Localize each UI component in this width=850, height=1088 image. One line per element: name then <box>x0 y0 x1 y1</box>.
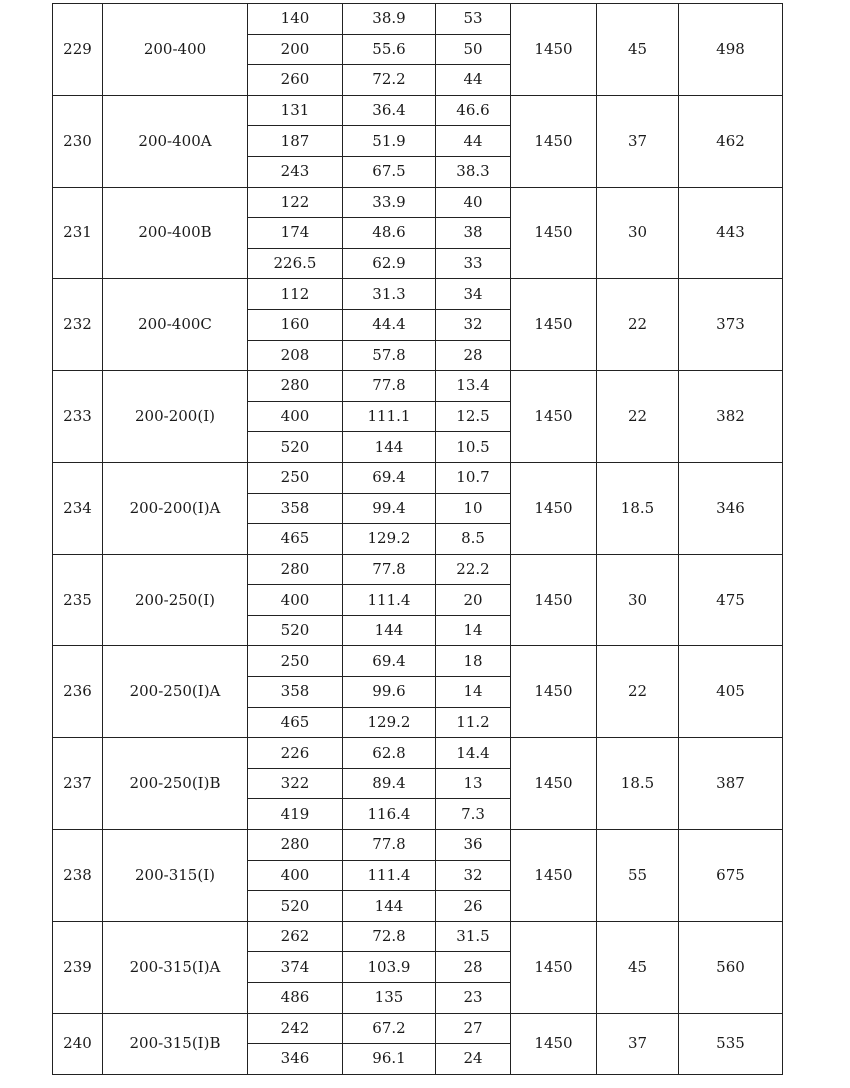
flow-ls-cell: 96.1 <box>343 1044 436 1075</box>
head-cell: 38.3 <box>436 156 511 187</box>
power-cell: 18.5 <box>597 462 679 554</box>
flow-ls-cell: 38.9 <box>343 4 436 35</box>
head-cell: 23 <box>436 983 511 1014</box>
pump-spec-table-body <box>53 4 783 1075</box>
head-cell: 10.5 <box>436 432 511 463</box>
flow-ls-cell: 69.4 <box>343 646 436 677</box>
speed-cell: 1450 <box>511 646 597 738</box>
row-number-cell: 239 <box>53 921 103 1013</box>
flow-m3h-cell: 208 <box>248 340 343 371</box>
flow-m3h-cell: 140 <box>248 4 343 35</box>
flow-m3h-cell: 112 <box>248 279 343 310</box>
flow-m3h-cell: 260 <box>248 65 343 96</box>
table-row <box>53 1013 783 1044</box>
row-number-cell: 231 <box>53 187 103 279</box>
flow-ls-cell: 48.6 <box>343 218 436 249</box>
power-cell: 18.5 <box>597 738 679 830</box>
flow-ls-cell: 89.4 <box>343 768 436 799</box>
head-cell: 12.5 <box>436 401 511 432</box>
flow-m3h-cell: 322 <box>248 768 343 799</box>
power-cell: 22 <box>597 371 679 463</box>
flow-m3h-cell: 486 <box>248 983 343 1014</box>
flow-ls-cell: 55.6 <box>343 34 436 65</box>
row-number-cell: 240 <box>53 1013 103 1074</box>
head-cell: 18 <box>436 646 511 677</box>
speed-cell: 1450 <box>511 187 597 279</box>
model-cell: 200-400A <box>103 95 248 187</box>
flow-m3h-cell: 520 <box>248 891 343 922</box>
flow-ls-cell: 144 <box>343 615 436 646</box>
head-cell: 14.4 <box>436 738 511 769</box>
speed-cell: 1450 <box>511 462 597 554</box>
power-cell: 45 <box>597 921 679 1013</box>
weight-cell: 535 <box>679 1013 783 1074</box>
flow-ls-cell: 44.4 <box>343 309 436 340</box>
flow-m3h-cell: 262 <box>248 921 343 952</box>
flow-ls-cell: 116.4 <box>343 799 436 830</box>
row-number-cell: 236 <box>53 646 103 738</box>
head-cell: 13 <box>436 768 511 799</box>
head-cell: 27 <box>436 1013 511 1044</box>
speed-cell: 1450 <box>511 95 597 187</box>
flow-m3h-cell: 520 <box>248 615 343 646</box>
model-cell: 200-250(I) <box>103 554 248 646</box>
flow-m3h-cell: 374 <box>248 952 343 983</box>
table-row <box>53 830 783 861</box>
flow-ls-cell: 67.2 <box>343 1013 436 1044</box>
model-cell: 200-250(I)B <box>103 738 248 830</box>
flow-m3h-cell: 280 <box>248 371 343 402</box>
model-cell: 200-315(I)B <box>103 1013 248 1074</box>
table-row <box>53 738 783 769</box>
flow-ls-cell: 144 <box>343 891 436 922</box>
flow-m3h-cell: 250 <box>248 646 343 677</box>
flow-ls-cell: 144 <box>343 432 436 463</box>
table-row <box>53 187 783 218</box>
speed-cell: 1450 <box>511 921 597 1013</box>
speed-cell: 1450 <box>511 830 597 922</box>
flow-ls-cell: 36.4 <box>343 95 436 126</box>
head-cell: 14 <box>436 677 511 708</box>
table-row <box>53 95 783 126</box>
flow-ls-cell: 111.4 <box>343 860 436 891</box>
flow-m3h-cell: 465 <box>248 524 343 555</box>
flow-m3h-cell: 400 <box>248 860 343 891</box>
flow-m3h-cell: 200 <box>248 34 343 65</box>
flow-ls-cell: 31.3 <box>343 279 436 310</box>
speed-cell: 1450 <box>511 1013 597 1074</box>
head-cell: 44 <box>436 65 511 96</box>
flow-ls-cell: 135 <box>343 983 436 1014</box>
weight-cell: 382 <box>679 371 783 463</box>
flow-ls-cell: 129.2 <box>343 524 436 555</box>
row-number-cell: 230 <box>53 95 103 187</box>
row-number-cell: 234 <box>53 462 103 554</box>
flow-m3h-cell: 465 <box>248 707 343 738</box>
flow-ls-cell: 51.9 <box>343 126 436 157</box>
flow-m3h-cell: 346 <box>248 1044 343 1075</box>
power-cell: 45 <box>597 4 679 96</box>
head-cell: 20 <box>436 585 511 616</box>
flow-ls-cell: 111.4 <box>343 585 436 616</box>
power-cell: 55 <box>597 830 679 922</box>
head-cell: 32 <box>436 309 511 340</box>
row-number-cell: 238 <box>53 830 103 922</box>
flow-ls-cell: 72.2 <box>343 65 436 96</box>
head-cell: 26 <box>436 891 511 922</box>
head-cell: 28 <box>436 952 511 983</box>
model-cell: 200-400 <box>103 4 248 96</box>
flow-ls-cell: 77.8 <box>343 830 436 861</box>
model-cell: 200-400C <box>103 279 248 371</box>
model-cell: 200-400B <box>103 187 248 279</box>
flow-ls-cell: 77.8 <box>343 554 436 585</box>
flow-m3h-cell: 160 <box>248 309 343 340</box>
flow-ls-cell: 67.5 <box>343 156 436 187</box>
head-cell: 14 <box>436 615 511 646</box>
model-cell: 200-200(I)A <box>103 462 248 554</box>
head-cell: 50 <box>436 34 511 65</box>
power-cell: 37 <box>597 1013 679 1074</box>
table-row <box>53 554 783 585</box>
model-cell: 200-250(I)A <box>103 646 248 738</box>
head-cell: 10 <box>436 493 511 524</box>
row-number-cell: 237 <box>53 738 103 830</box>
speed-cell: 1450 <box>511 4 597 96</box>
weight-cell: 475 <box>679 554 783 646</box>
weight-cell: 405 <box>679 646 783 738</box>
flow-m3h-cell: 243 <box>248 156 343 187</box>
head-cell: 31.5 <box>436 921 511 952</box>
flow-m3h-cell: 122 <box>248 187 343 218</box>
head-cell: 10.7 <box>436 462 511 493</box>
power-cell: 30 <box>597 187 679 279</box>
model-cell: 200-315(I)A <box>103 921 248 1013</box>
table-row <box>53 279 783 310</box>
model-cell: 200-315(I) <box>103 830 248 922</box>
flow-m3h-cell: 187 <box>248 126 343 157</box>
head-cell: 22.2 <box>436 554 511 585</box>
flow-ls-cell: 33.9 <box>343 187 436 218</box>
weight-cell: 498 <box>679 4 783 96</box>
row-number-cell: 229 <box>53 4 103 96</box>
table-row <box>53 646 783 677</box>
head-cell: 36 <box>436 830 511 861</box>
row-number-cell: 235 <box>53 554 103 646</box>
head-cell: 11.2 <box>436 707 511 738</box>
flow-m3h-cell: 358 <box>248 677 343 708</box>
table-row <box>53 371 783 402</box>
head-cell: 53 <box>436 4 511 35</box>
flow-m3h-cell: 174 <box>248 218 343 249</box>
flow-m3h-cell: 280 <box>248 554 343 585</box>
head-cell: 13.4 <box>436 371 511 402</box>
flow-ls-cell: 77.8 <box>343 371 436 402</box>
head-cell: 24 <box>436 1044 511 1075</box>
flow-ls-cell: 111.1 <box>343 401 436 432</box>
flow-m3h-cell: 226.5 <box>248 248 343 279</box>
weight-cell: 443 <box>679 187 783 279</box>
speed-cell: 1450 <box>511 371 597 463</box>
power-cell: 22 <box>597 279 679 371</box>
flow-ls-cell: 62.8 <box>343 738 436 769</box>
row-number-cell: 233 <box>53 371 103 463</box>
weight-cell: 387 <box>679 738 783 830</box>
model-cell: 200-200(I) <box>103 371 248 463</box>
head-cell: 7.3 <box>436 799 511 830</box>
flow-m3h-cell: 242 <box>248 1013 343 1044</box>
flow-ls-cell: 62.9 <box>343 248 436 279</box>
flow-m3h-cell: 226 <box>248 738 343 769</box>
weight-cell: 675 <box>679 830 783 922</box>
weight-cell: 346 <box>679 462 783 554</box>
head-cell: 8.5 <box>436 524 511 555</box>
power-cell: 37 <box>597 95 679 187</box>
head-cell: 38 <box>436 218 511 249</box>
head-cell: 33 <box>436 248 511 279</box>
flow-ls-cell: 99.6 <box>343 677 436 708</box>
flow-m3h-cell: 250 <box>248 462 343 493</box>
flow-m3h-cell: 358 <box>248 493 343 524</box>
head-cell: 40 <box>436 187 511 218</box>
table-row <box>53 921 783 952</box>
power-cell: 22 <box>597 646 679 738</box>
speed-cell: 1450 <box>511 738 597 830</box>
flow-m3h-cell: 520 <box>248 432 343 463</box>
flow-ls-cell: 129.2 <box>343 707 436 738</box>
flow-ls-cell: 57.8 <box>343 340 436 371</box>
flow-ls-cell: 69.4 <box>343 462 436 493</box>
head-cell: 46.6 <box>436 95 511 126</box>
speed-cell: 1450 <box>511 279 597 371</box>
flow-m3h-cell: 400 <box>248 401 343 432</box>
power-cell: 30 <box>597 554 679 646</box>
table-row <box>53 462 783 493</box>
table-row <box>53 4 783 35</box>
weight-cell: 560 <box>679 921 783 1013</box>
pump-spec-table <box>52 3 783 1075</box>
flow-ls-cell: 72.8 <box>343 921 436 952</box>
weight-cell: 462 <box>679 95 783 187</box>
row-number-cell: 232 <box>53 279 103 371</box>
flow-m3h-cell: 400 <box>248 585 343 616</box>
head-cell: 34 <box>436 279 511 310</box>
head-cell: 32 <box>436 860 511 891</box>
head-cell: 44 <box>436 126 511 157</box>
flow-m3h-cell: 280 <box>248 830 343 861</box>
flow-m3h-cell: 419 <box>248 799 343 830</box>
head-cell: 28 <box>436 340 511 371</box>
speed-cell: 1450 <box>511 554 597 646</box>
flow-ls-cell: 103.9 <box>343 952 436 983</box>
flow-ls-cell: 99.4 <box>343 493 436 524</box>
flow-m3h-cell: 131 <box>248 95 343 126</box>
weight-cell: 373 <box>679 279 783 371</box>
